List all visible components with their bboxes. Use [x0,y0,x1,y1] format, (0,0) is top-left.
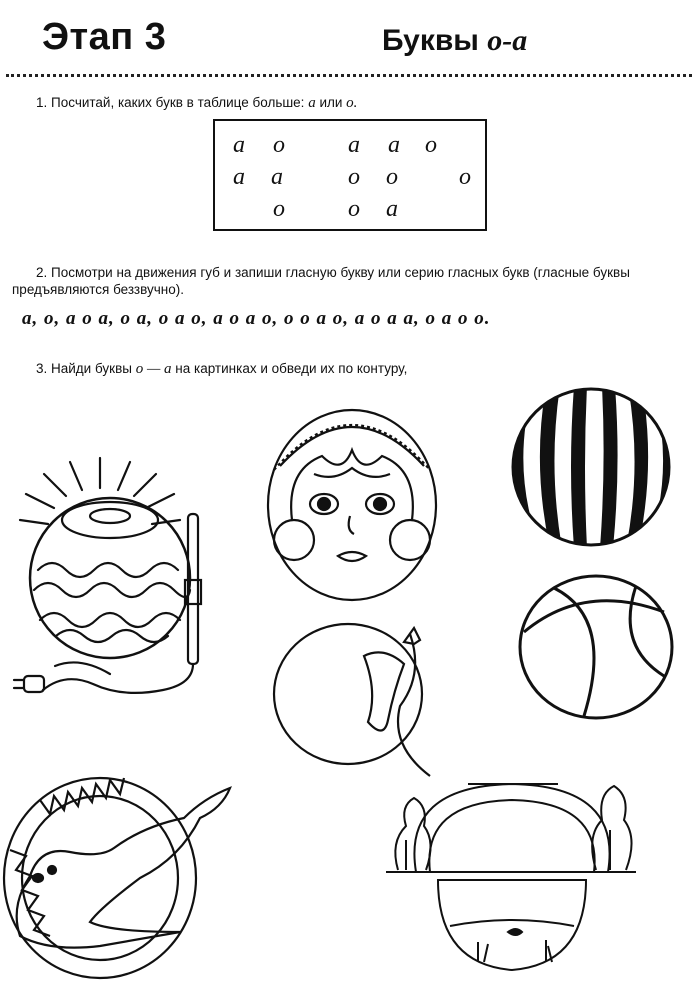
lamp-icon [10,430,240,720]
letter-cell: о [273,196,285,222]
letter-cell: а [388,132,400,158]
letter-cell: а [271,164,283,190]
task3-text: 3. Найди буквы [36,361,136,376]
task3-text-after: на картинках и обведи их по контуру, [171,361,408,376]
doll-face-icon [262,400,442,610]
seal-icon [0,760,270,982]
task1-letter-a: а [308,95,316,111]
letter-cell: а [386,196,398,222]
task3-instruction [36,360,407,378]
letter-cell: о [386,164,398,190]
letter-cell: о [348,196,360,222]
striped-ball-icon [510,386,672,548]
topic-title [382,24,527,58]
letter-cell: о [348,164,360,190]
balloon-icon [268,612,468,782]
topic-prefix: Буквы [382,24,488,57]
letter-cell: о [459,164,471,190]
ball-icon [516,572,676,722]
letter-cell: а [233,164,245,190]
stage-title: Этап 3 [42,16,167,58]
topic-letters: о-а [487,24,528,57]
letter-table [213,119,487,231]
header-rule [6,74,692,77]
vowel-sequence: а, о, а о а, о а, о а о, а о а о, о о а о, а о а а, о а о о. [22,308,491,329]
task3-letters: о — а [135,361,172,377]
task1-instruction [36,94,357,112]
letter-cell: о [273,132,285,158]
task2-instruction: 2. Посмотри на движения губ и запиши гласную букву или серию гласных букв (гласные буквы предъявляются беззвучно). [12,265,630,297]
task1-text: 1. Посчитай, каких букв в таблице больше: [36,95,309,110]
letter-cell: о [425,132,437,158]
task1-or: или [315,95,347,110]
task1-letter-o: о. [346,95,358,111]
aquarium-icon [378,770,640,976]
letter-cell: а [348,132,360,158]
letter-cell: а [233,132,245,158]
